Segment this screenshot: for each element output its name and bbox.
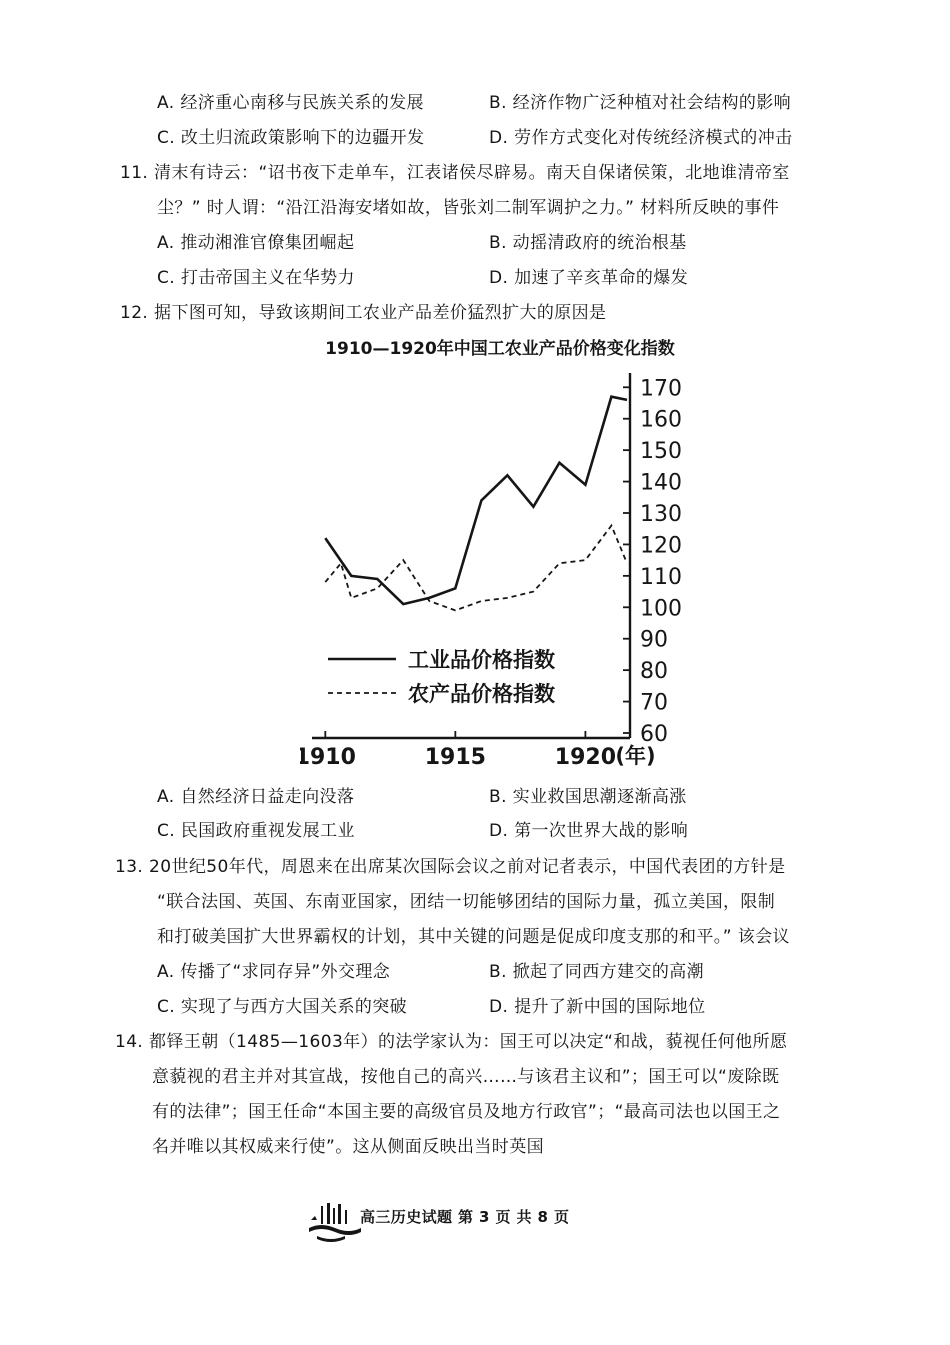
footer-page-info: 高三历史试题 第 3 页 共 8 页 (360, 1208, 570, 1226)
y-tick-label: 160 (640, 407, 682, 433)
q14-stem-line2: 意藐视的君主并对其宣战，按他自己的高兴……与该君主议和”；国王可以“废除既 (152, 1067, 780, 1087)
q13-stem-line2: “联合法国、英国、东南亚国家，团结一切能够团结的国际力量，孤立美国，限制 (157, 892, 776, 912)
y-tick-label: 150 (640, 439, 682, 465)
chart-title: 1910—1920年中国工农业产品价格变化指数 (325, 339, 675, 359)
q10-option-b: B. 经济作物广泛种植对社会结构的影响 (489, 93, 792, 113)
q12-option-d: D. 第一次世界大战的影响 (489, 821, 689, 841)
q13-option-d: D. 提升了新中国的国际地位 (489, 997, 706, 1017)
x-axis-label: (年) (615, 744, 656, 768)
legend-label: 工业品价格指数 (408, 648, 555, 672)
q10-option-c: C. 改土归流政策影响下的边疆开发 (157, 128, 425, 148)
y-tick-label: 80 (640, 659, 668, 685)
y-tick-label: 170 (640, 376, 682, 402)
publisher-logo-icon (305, 1198, 365, 1248)
x-tick-label: 1910 (300, 745, 356, 770)
q11-option-b: B. 动摇清政府的统治根基 (489, 233, 687, 253)
q11-option-a: A. 推动湘淮官僚集团崛起 (157, 233, 355, 253)
y-tick-label: 70 (640, 690, 668, 716)
industrial-price-line (325, 397, 627, 604)
q10-option-a: A. 经济重心南移与民族关系的发展 (157, 93, 424, 113)
price-index-chart-svg (300, 333, 700, 773)
y-tick-label: 130 (640, 502, 682, 527)
q14-stem-line4: 名并唯以其权威来行使”。这从侧面反映出当时英国 (152, 1137, 545, 1157)
y-tick-label: 100 (640, 596, 682, 622)
q11-option-c: C. 打击帝国主义在华势力 (157, 268, 355, 288)
q13-option-a: A. 传播了“求同存异”外交理念 (157, 962, 391, 982)
legend-label: 农产品价格指数 (408, 682, 555, 706)
q11-stem-line1: 11. 清末有诗云：“诏书夜下走单车，江表诸侯尽辟易。南天自保诸侯策，北地谁清帝室 (120, 163, 790, 183)
y-tick-label: 140 (640, 470, 682, 496)
q12-stem: 12. 据下图可知，导致该期间工农业产品差价猛烈扩大的原因是 (120, 303, 607, 323)
x-tick-label: 1920 (554, 745, 617, 770)
q13-stem-line1: 13. 20世纪50年代，周恩来在出席某次国际会议之前对记者表示，中国代表团的方针是 (115, 857, 786, 877)
y-tick-label: 90 (640, 627, 668, 653)
q13-option-b: B. 掀起了同西方建交的高潮 (489, 962, 705, 982)
price-index-chart (300, 333, 700, 773)
q11-stem-line2: 尘？” 时人谓：“沿江沿海安堵如故，皆张刘二制军调护之力。” 材料所反映的事件 (157, 198, 780, 218)
q10-option-d: D. 劳作方式变化对传统经济模式的冲击 (489, 128, 793, 148)
q14-stem-line1: 14. 都铎王朝（1485—1603年）的法学家认为：国王可以决定“和战，藐视任何他所愿 (115, 1032, 788, 1052)
agricultural-price-line (325, 526, 627, 611)
y-tick-label: 110 (640, 564, 682, 590)
q13-stem-line3: 和打破美国扩大世界霸权的计划，其中关键的问题是促成印度支那的和平。” 该会议 (157, 927, 790, 947)
y-tick-label: 120 (640, 533, 682, 559)
x-tick-label: 1915 (424, 745, 486, 770)
q12-option-c: C. 民国政府重视发展工业 (157, 821, 355, 841)
q14-stem-line3: 有的法律”；国王任命“本国主要的高级官员及地方行政官”；“最高司法也以国王之 (152, 1102, 781, 1122)
q13-option-c: C. 实现了与西方大国关系的突破 (157, 997, 408, 1017)
y-tick-label: 60 (640, 722, 668, 747)
q12-option-b: B. 实业救国思潮逐渐高涨 (489, 787, 687, 807)
q11-option-d: D. 加速了辛亥革命的爆发 (489, 268, 689, 288)
page-footer (300, 1198, 700, 1258)
q12-option-a: A. 自然经济日益走向没落 (157, 787, 355, 807)
